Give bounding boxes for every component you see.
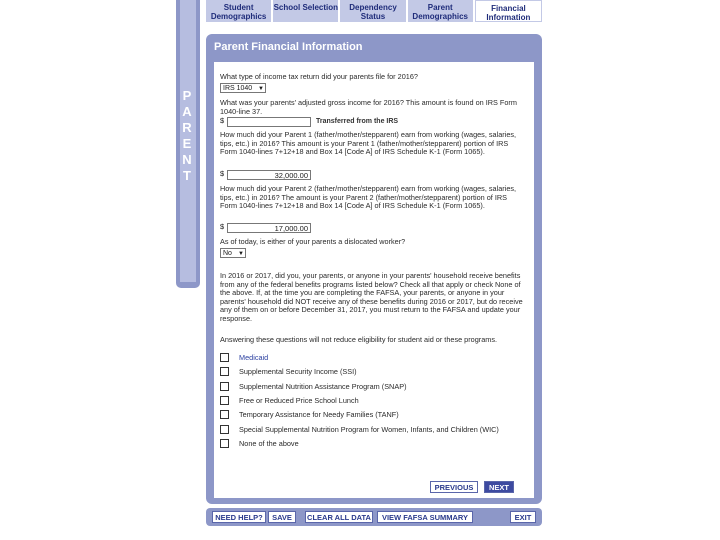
side-letter: R bbox=[182, 120, 192, 135]
benefits-question: In 2016 or 2017, did you, your parents, or anyone in your parents' household receive benefits from any of the federal benefits programs listed below? Check all that apply or check None of the above. If, at the time you are completing the FAFSA, your parents, or anyone in your parents' household did NOT receive any of these benefits during 2016 or 2017, but do receive any of them on or before December 31, 2017, you must return to the FAFSA and update your response. bbox=[220, 271, 523, 323]
parent1-earnings-question: How much did your Parent 1 (father/mother/stepparent) earn from working (wages, salaries, tips, etc.) in 2016? This amount is your Parent 1 (father/mother/stepparent) portion of IRS Form 1040-lines 7+12+18 and Box 14 [Code A] of IRS Schedule K-1 (Form 1065). bbox=[220, 130, 517, 157]
tax-return-select[interactable] bbox=[220, 83, 266, 93]
benefit-label: Supplemental Security Income (SSI) bbox=[239, 366, 357, 376]
clear-all-data-button[interactable]: CLEAR ALL DATA bbox=[305, 511, 373, 523]
parent2-earnings-question: How much did your Parent 2 (father/mother/stepparent) earn from working (wages, salaries, tips, etc.) in 2016? The amount is your Parent 2 (father/mother/stepparent) portion of IRS Form 1040-lines 7+12+18 and Box 14 [Code A] of IRS Schedule K-1 (Form 1065). bbox=[220, 184, 517, 211]
benefit-option-school-lunch[interactable] bbox=[220, 395, 359, 405]
benefit-option-wic[interactable] bbox=[220, 424, 499, 434]
agi-input[interactable] bbox=[227, 117, 311, 127]
dislocated-worker-select[interactable] bbox=[220, 248, 246, 258]
benefit-option-snap[interactable] bbox=[220, 381, 407, 391]
view-fafsa-summary-button[interactable]: VIEW FAFSA SUMMARY bbox=[377, 511, 473, 523]
benefit-checkbox[interactable] bbox=[220, 382, 229, 391]
tab-dependency-status[interactable]: Dependency Status bbox=[340, 0, 407, 22]
parent1-dollar-sign: $ bbox=[220, 169, 225, 178]
benefit-checkbox[interactable] bbox=[220, 410, 229, 419]
benefit-option-none[interactable] bbox=[220, 438, 299, 448]
side-letter: A bbox=[182, 104, 192, 119]
tab-parent-demographics[interactable]: Parent Demographics bbox=[408, 0, 475, 22]
side-letter: T bbox=[183, 168, 191, 183]
benefit-checkbox[interactable] bbox=[220, 396, 229, 405]
benefit-label: Supplemental Nutrition Assistance Program (SNAP) bbox=[239, 381, 407, 391]
side-letter: E bbox=[182, 136, 192, 151]
irs-transfer-note: Transferred from the IRS bbox=[316, 118, 399, 125]
benefit-label: Free or Reduced Price School Lunch bbox=[239, 395, 359, 405]
benefit-checkbox[interactable] bbox=[220, 425, 229, 434]
exit-button[interactable]: EXIT bbox=[510, 511, 536, 523]
benefit-label: None of the above bbox=[239, 438, 299, 448]
benefit-checkbox[interactable] bbox=[220, 353, 229, 362]
tab-student-demographics[interactable]: Student Demographics bbox=[206, 0, 273, 22]
benefit-option-medicaid[interactable] bbox=[220, 352, 268, 362]
section-tabs bbox=[206, 0, 542, 24]
parent2-earnings-input[interactable]: 17,000.00 bbox=[227, 223, 311, 233]
benefits-note: Answering these questions will not reduce eligibility for student aid or these programs. bbox=[220, 335, 498, 344]
parent2-dollar-sign: $ bbox=[220, 222, 225, 231]
benefit-label: Special Supplemental Nutrition Program for Women, Infants, and Children (WIC) bbox=[239, 424, 499, 434]
dislocated-worker-question: As of today, is either of your parents a dislocated worker? bbox=[220, 237, 406, 246]
side-letter: N bbox=[182, 152, 192, 167]
benefit-option-tanf[interactable] bbox=[220, 409, 399, 419]
agi-question: What was your parents' adjusted gross income for 2016? This amount is found on IRS Form 1040-line 37. bbox=[220, 98, 517, 116]
benefit-checkbox[interactable] bbox=[220, 367, 229, 376]
benefit-label: Medicaid bbox=[239, 352, 269, 362]
page-title: Parent Financial Information bbox=[214, 41, 363, 53]
save-button[interactable]: SAVE bbox=[268, 511, 296, 523]
chevron-down-icon: ▼ bbox=[258, 86, 264, 92]
dislocated-worker-select-value: No bbox=[223, 250, 232, 257]
previous-button[interactable]: PREVIOUS bbox=[430, 481, 478, 493]
benefit-option-ssi[interactable] bbox=[220, 366, 357, 376]
next-button[interactable]: NEXT bbox=[484, 481, 514, 493]
parent-vertical-label bbox=[177, 88, 197, 184]
tab-financial-information[interactable]: Financial Information bbox=[475, 0, 542, 22]
benefit-checkbox[interactable] bbox=[220, 439, 229, 448]
benefit-label: Temporary Assistance for Needy Families (TANF) bbox=[239, 409, 399, 419]
tax-return-select-value: IRS 1040 bbox=[223, 85, 253, 92]
parent1-earnings-input[interactable]: 32,000.00 bbox=[227, 170, 311, 180]
side-letter: P bbox=[182, 88, 192, 103]
tax-return-question: What type of income tax return did your parents file for 2016? bbox=[220, 72, 418, 81]
tab-school-selection[interactable]: School Selection bbox=[273, 0, 340, 22]
agi-dollar-sign: $ bbox=[220, 116, 225, 125]
need-help-button[interactable]: NEED HELP? bbox=[212, 511, 266, 523]
chevron-down-icon: ▼ bbox=[238, 251, 244, 257]
